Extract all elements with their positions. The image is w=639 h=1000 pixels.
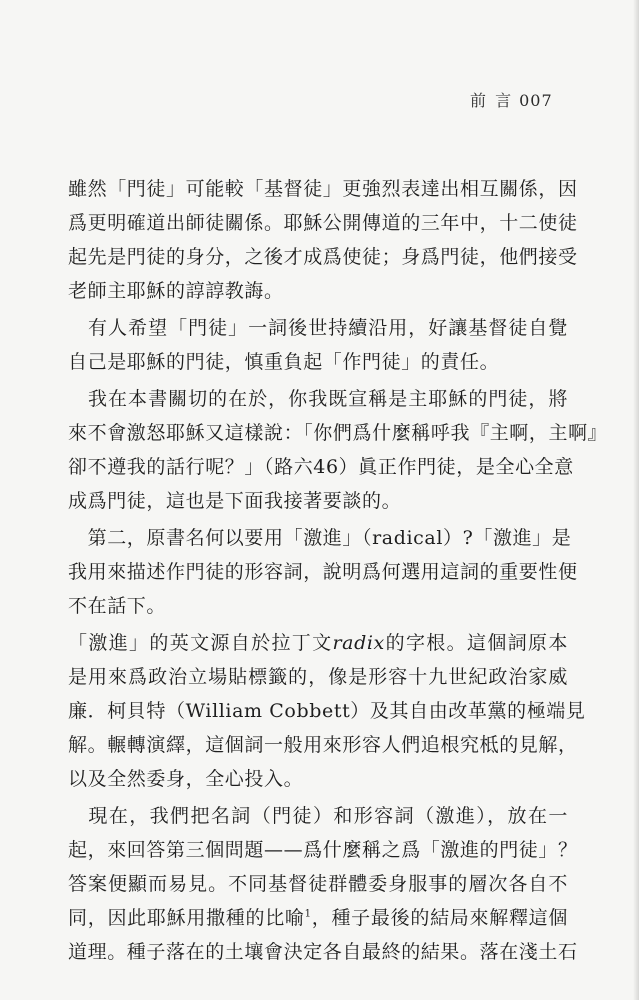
text-line: 成爲門徒，這也是下面我接著要談的。 (68, 490, 402, 512)
text-line: 現在，我們把名詞（門徒）和形容詞（激進），放在一 (68, 805, 568, 827)
footnote-marker[interactable]: 1 (304, 908, 312, 920)
text-line: 來不會激怒耶穌又這樣說：「你們爲什麼稱呼我『主啊，主啊』 (68, 422, 608, 444)
text-line: 起先是門徒的身分，之後才成爲使徒；身爲門徒，他們接受 (68, 246, 578, 268)
text-line: 以及全然委身，全心投入。 (68, 768, 304, 790)
text-line: 是用來爲政治立場貼標籤的，像是形容十九世紀政治家威 (68, 666, 568, 688)
text-line: 第二，原書名何以要用「激進」（radical）?「激進」是 (68, 527, 572, 549)
page-number: 007 (519, 91, 553, 110)
text-line: 老師主耶穌的諄諄教誨。 (68, 280, 284, 302)
body-text (68, 172, 608, 969)
text-line: 廉．柯貝特（William Cobbett）及其自由改革黨的極端見 (68, 700, 586, 722)
paragraph (68, 521, 578, 623)
text-line: 解。輾轉演繹，這個詞一般用來形容人們追根究柢的見解， (68, 734, 578, 756)
paragraph (68, 311, 568, 379)
text-line: 卻不遵我的話行呢？」（路六46）眞正作門徒，是全心全意 (68, 456, 574, 478)
text-line: 我在本書關切的在於，你我既宣稱是主耶穌的門徒，將 (68, 388, 568, 410)
page-edge-shadow (633, 0, 639, 1000)
paragraph (68, 799, 578, 969)
text-line: 我用來描述作門徒的形容詞，說明爲何選用這詞的重要性便 (68, 561, 578, 583)
paragraph (68, 172, 578, 308)
text-line: 有人希望「門徒」一詞後世持續沿用，好讓基督徒自覺 (68, 317, 568, 339)
paragraph (68, 382, 608, 518)
text-run: 同，因此耶穌用撒種的比喻 (68, 907, 305, 929)
text-line: 答案便顯而易見。不同基督徒群體委身服事的層次各自不 (68, 873, 568, 895)
text-line: 自己是耶穌的門徒，慎重負起「作門徒」的責任。 (68, 351, 500, 373)
paragraph (68, 626, 586, 796)
text-line: 不在話下。 (68, 595, 167, 617)
text-line (68, 901, 568, 935)
text-line: 道理。種子落在的土壤會決定各自最終的結果。落在淺土石 (68, 941, 578, 963)
text-run: 「激進」的英文源自於拉丁文 (68, 632, 333, 654)
latin-term: radix (332, 632, 385, 654)
text-line (68, 626, 568, 660)
text-line: 雖然「門徒」可能較「基督徒」更強烈表達出相互關係，因 (68, 178, 578, 200)
text-run: ，種子最後的結局來解釋這個 (311, 907, 568, 929)
text-run: 的字根。這個詞原本 (384, 632, 568, 654)
section-title: 前 言 (470, 91, 514, 110)
text-line: 爲更明確道出師徒關係。耶穌公開傳道的三年中，十二使徒 (68, 212, 578, 234)
text-line: 起，來回答第三個問題——爲什麼稱之爲「激進的門徒」？ (68, 839, 578, 861)
running-header (470, 88, 590, 111)
